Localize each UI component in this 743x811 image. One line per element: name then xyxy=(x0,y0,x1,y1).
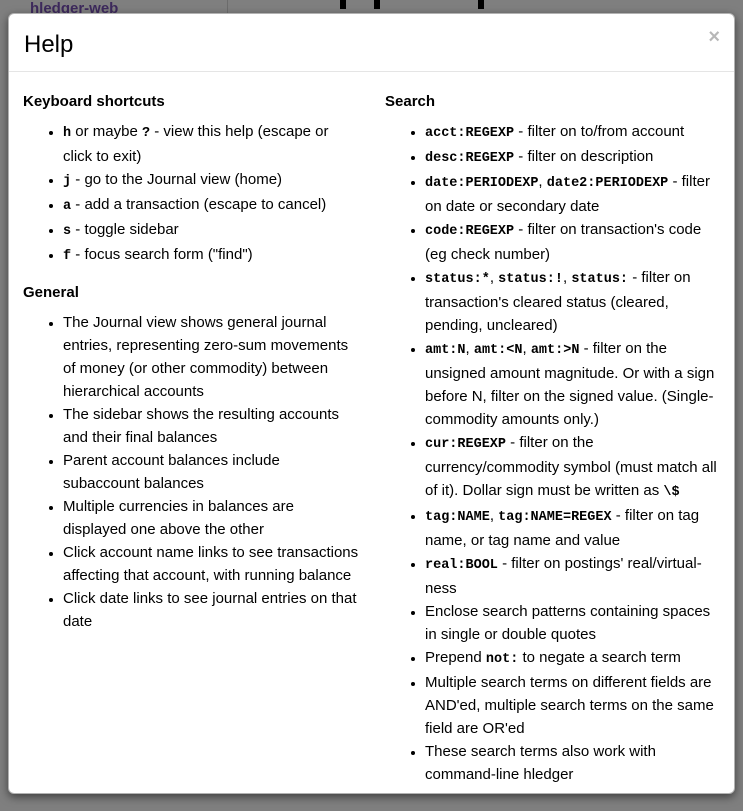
list-item: • acct:REGEXP - filter on to/from account xyxy=(425,120,720,145)
list-item: • The sidebar shows the resulting accounts and their final balances xyxy=(63,403,359,449)
list-item: • These search terms also work with command-line hledger xyxy=(425,740,720,786)
code-term: code:REGEXP xyxy=(425,224,515,239)
code-term: status: xyxy=(571,272,629,287)
code-term: amt:<N xyxy=(473,343,523,358)
list-item: • amt:N, amt:<N, amt:>N - filter on the unsigned amount magnitude. Or with a sign before N, filter on the signed value. (Single-commodity amounts only.) xyxy=(425,337,720,431)
right-column xyxy=(373,93,720,794)
list-item: • f - focus search form ("find") xyxy=(63,243,359,268)
list-item: • Multiple currencies in balances are displayed one above the other xyxy=(63,495,359,541)
section-heading: General xyxy=(23,284,79,301)
code-term: s xyxy=(63,224,72,239)
left-column xyxy=(23,93,373,794)
code-term: f xyxy=(63,249,72,264)
list-item: • tag:NAME, tag:NAME=REGEX - filter on tag name, or tag name and value xyxy=(425,504,720,552)
code-term: date:PERIODEXP xyxy=(425,176,539,191)
code-term: cur:REGEXP xyxy=(425,437,507,452)
section-heading: Keyboard shortcuts xyxy=(23,93,165,110)
code-term: j xyxy=(63,174,72,189)
modal-title: Help xyxy=(24,31,74,58)
list-item: • Multiple search terms on different fields are AND'ed, multiple search terms on the same field are OR'ed xyxy=(425,671,720,740)
list-item: • date:PERIODEXP, date2:PERIODEXP - filter on date or secondary date xyxy=(425,170,720,218)
code-term: status:! xyxy=(498,272,563,287)
code-term: desc:REGEXP xyxy=(425,151,515,166)
list-item: • Click account name links to see transactions affecting that account, with running balance xyxy=(63,541,359,587)
list-item: • real:BOOL - filter on postings' real/virtual-ness xyxy=(425,552,720,600)
list-item: • desc:REGEXP - filter on description xyxy=(425,145,720,170)
code-term: status:* xyxy=(425,272,490,287)
code-term: ? xyxy=(141,126,151,141)
help-modal xyxy=(8,13,735,794)
list-item: • code:REGEXP - filter on transaction's code (eg check number) xyxy=(425,218,720,266)
list-item: • status:*, status:!, status: - filter on transaction's cleared status (cleared, pending, uncleared) xyxy=(425,266,720,337)
modal-header xyxy=(9,14,734,72)
code-term: real:BOOL xyxy=(425,558,498,573)
code-term: acct:REGEXP xyxy=(425,126,515,141)
code-term: date2:PERIODEXP xyxy=(546,176,669,191)
code-term: not: xyxy=(485,652,519,667)
help-list xyxy=(23,311,359,633)
section-heading: Search xyxy=(385,93,436,110)
code-term: tag:NAME xyxy=(425,510,490,525)
help-list xyxy=(385,120,720,786)
code-term: amt:>N xyxy=(530,343,580,358)
list-item: • s - toggle sidebar xyxy=(63,218,359,243)
list-item: • a - add a transaction (escape to cancel) xyxy=(63,193,359,218)
list-item: • cur:REGEXP - filter on the currency/commodity symbol (must match all of it). Dollar sign must be written as \$ xyxy=(425,431,720,504)
list-item: • Click date links to see journal entries on that date xyxy=(63,587,359,633)
list-item: • The Journal view shows general journal entries, representing zero-sum movements of money (or other commodity) between hierarchical accounts xyxy=(63,311,359,403)
help-list xyxy=(23,120,359,268)
code-term: \$ xyxy=(663,485,680,500)
code-term: a xyxy=(63,199,72,214)
list-item: • Parent account balances include subaccount balances xyxy=(63,449,359,495)
code-term: tag:NAME=REGEX xyxy=(498,510,612,525)
list-item: • Enclose search patterns containing spaces in single or double quotes xyxy=(425,600,720,646)
list-item: • j - go to the Journal view (home) xyxy=(63,168,359,193)
close-icon[interactable]: × xyxy=(708,26,720,48)
code-term: amt:N xyxy=(425,343,466,358)
list-item: • h or maybe ? - view this help (escape or click to exit) xyxy=(63,120,359,168)
modal-body xyxy=(9,72,734,794)
list-item: • Prepend not: to negate a search term xyxy=(425,646,720,671)
code-term: h xyxy=(63,126,72,141)
